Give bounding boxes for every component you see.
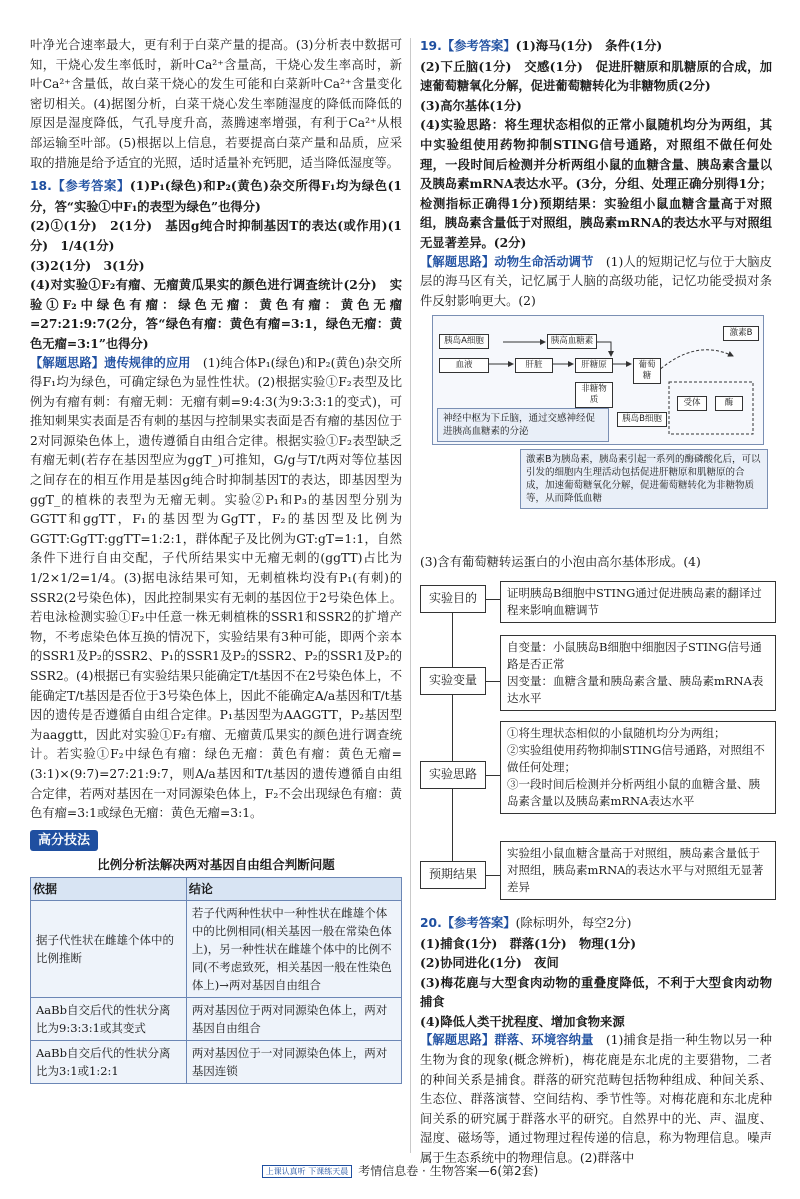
- tip-title: 比例分析法解决两对基因自由组合判断问题: [97, 857, 335, 873]
- left-column: [30, 36, 402, 1084]
- q19-analysis-topic: 动物生命活动调节: [494, 254, 594, 269]
- tip-basis: 据子代性状在雌雄个体中的比例推断: [31, 900, 187, 997]
- flow-link: [486, 681, 500, 682]
- liver-box: 肝脏: [515, 358, 553, 373]
- q20-analysis-text: (1)捕食是指一种生物以另一种生物为食的现象(概念辨析)，梅花鹿是东北虎的主要猎物，二者的种间关系是捕食。群落的研究范畴包括物种组成、种间关系、生态位、群落演替、空间结构、季节性等。对梅花鹿和东北虎种间关系的研究属于群落水平的研究。自然界中的光、声、温度、湿度、磁场等，通过物理过程传递的信息，称为物理信息。噪声属于生态系统中的物理信息。(2)群落中: [420, 1033, 772, 1166]
- q20-note: (除标明外，每空2分): [515, 915, 632, 930]
- flow-idea-label: 实验思路: [420, 761, 486, 789]
- flow-variable-label: 实验变量: [420, 667, 486, 695]
- flow-variable-text: 自变量：小鼠胰岛B细胞中细胞因子STING信号通路是否正常 因变量：血糖含量和胰岛素含量、胰岛素mRNA表达水平: [500, 635, 776, 711]
- tip-basis: AaBb自交后代的性状分离比为3:1或1:2:1: [31, 1040, 187, 1083]
- glucagon-box: 胰高血糖素: [547, 334, 597, 349]
- q18-answer-2: (2)①(1分) 2(1分) 基因g纯合时抑制基因T的表达(或作用)(1分) 1/4(1分): [30, 218, 402, 253]
- q18-analysis-text: (1)纯合体P₁(绿色)和P₂(黄色)杂交所得F₁均为绿色，可确定绿色为显性性状。(2)根据实验①F₂表型及比例为有瘤有刺：有瘤无刺：无瘤有刺=9:4:3(为9:3:3:1的变式)，可推知刺果实表面是否有刺的基因与控制果实表面是否有瘤的基因位于2对同源染色体上，遗传遵循自由组合定律。根据实验①F₂表型缺乏有瘤无刺(若存在基因型应为ggT_)可推知，G/g与T/t两对等位基因之间存在的相互作用是基因g纯合时抑制基因T的表达，即基因型为ggT_的植株的表型为无瘤无刺。实验②P₁和P₃的基因型分别为GGTT和ggTT，F₁的基因型为GgTT，F₂的基因型及比例为GGTT:GgTT:ggTT=1:2:1，群体配子及比例为GT:gT=1:1，自然条件下进行自由交配，子代所结果实中无瘤无刺的(ggTT)占比为1/2×1/2=1/4。(3)据电泳结果可知，无刺植株均没有P₁(有刺)的SSR2(2号染色体)，因此控制果实有无刺的基因位于2号染色体上。若电泳检测实验①F₂中任意一株无刺植株的SSR1和SSR2的扩增产物，不考虑染色体互换的情况下，实验结果有3种可能，即两个亲本的SSR1及P₂的SSR2、P₁的SSR1及P₂的SSR2、P₂的SSR1及P₂的SSR2。(4)根据已有实验结果只能确定T/t基因不在2号染色体上，不能确定T/t基因是否位于3号染色体上，因此不能确定A/a基因和T/t基因的遗传是否遵循自由组合定律。P₁基因型为AAGGTT，P₂基因型为aaggtt，因此对实验①F₂有瘤、无瘤黄瓜果实的颜色进行调查统计。若实验①F₂中绿色有瘤：绿色无瘤：黄色有瘤：黄色无瘤=(3:1)×(9:7)=27:21:9:7，则A/a基因和T/t基因的遗传遵循自由组合定律，若两对基因在一对同源染色体上，F₂不会出现绿色有瘤：黄色有瘤=3:1或绿色无瘤：黄色无瘤=3:1。: [30, 355, 402, 821]
- q20-answer-2: (2)协同进化(1分) 夜间: [420, 955, 559, 971]
- flow-purpose-label: 实验目的: [420, 585, 486, 613]
- q19-analysis-text: (1)人的短期记忆与位于大脑皮层的海马区有关，记忆属于人脑的高级功能，记忆功能受损对条件反射影响更大。(2): [420, 254, 772, 308]
- kinase-box: 激素B: [723, 326, 759, 341]
- flow-purpose-text: 证明胰岛B细胞中STING通过促进胰岛素的翻译过程来影响血糖调节: [500, 581, 776, 623]
- q19-number: 19.: [420, 39, 442, 53]
- q20-number: 20.: [420, 915, 442, 930]
- tip-col-conclusion: 结论: [186, 877, 401, 900]
- tip-col-basis: 依据: [31, 877, 187, 900]
- receptor-box: 受体: [677, 396, 707, 411]
- glycogen-box: 肝糖原: [575, 358, 613, 373]
- right-column: [420, 36, 772, 1169]
- tip-header: 高分技法: [30, 830, 98, 852]
- blood-glucose-diagram: [420, 315, 772, 551]
- tip-conclusion: 两对基因位于一对同源染色体上，两对基因连锁: [186, 1040, 401, 1083]
- q20-answer-tag: 【参考答案】: [441, 915, 516, 930]
- q18-answer-tag: 【参考答案】: [51, 179, 130, 194]
- flow-connector: [452, 597, 453, 887]
- q18-answer-1: [30, 176, 402, 216]
- tip-table: [30, 877, 402, 1084]
- footer-text: 考情信息卷 · 生物答案—6(第2套): [358, 1164, 539, 1178]
- vein-box: 血液: [439, 358, 489, 373]
- q19-answer-4: (4)实验思路：将生理状态相似的正常小鼠随机均分为两组，其中实验组使用药物抑制STING信号通路，对照组不做任何处理，一段时间后检测并分析两组小鼠的血糖含量、胰岛素含量以及胰岛素mRNA表达水平。(3分，分组、处理正确分别得1分；检测指标正确得1分)预期结果：实验组小鼠血糖含量高于对照组，胰岛素含量低于对照组，胰岛素mRNA的表达水平与对照组无显著差异。(2分): [420, 117, 772, 250]
- tip-box: [30, 830, 402, 1084]
- q18-analysis: [30, 354, 402, 824]
- cell-a-box: 胰岛A细胞: [439, 334, 489, 349]
- tip-basis: AaBb自交后代的性状分离比为9:3:3:1或其变式: [31, 997, 187, 1040]
- cell-b-box: 胰岛B细胞: [617, 412, 667, 427]
- diagram-note-2: 激素B为胰岛素，胰岛素引起一系列的酶磷酸化后，可以引发的细胞内生理活动包括促进肝糖原和肌糖原的合成，加速葡萄糖氧化分解，促进葡萄糖转化为非糖物质等，从而降低血糖: [520, 449, 768, 509]
- q18-answer-line1: (1)P₁(绿色)和P₂(黄色)杂交所得F₁均为绿色(1分，答“实验①中F₁的表型为绿色”也得分): [30, 178, 402, 214]
- q19-answer-2: (2)下丘脑(1分) 交感(1分) 促进肝糖原和肌糖原的合成，加速葡萄糖氧化分解，促进葡萄糖转化为非糖物质(2分): [420, 58, 772, 94]
- q17-continuation: 叶净光合速率最大，更有利于白菜产量的提高。(3)分析表中数据可知，干烧心发生率低时，新叶Ca²⁺含量高，干烧心发生率高时，新叶Ca²⁺含量低，故白菜干烧心的发生可能和白菜新叶Ca²⁺含量变化密切相关。(4)据图分析，白菜干烧心发生率随湿度的降低而降低的原因是湿度降低，气孔导度升高，蒸腾速率增强，有利于Ca²⁺从根部运输至叶部。(5)根据以上信息，若要提高白菜产量和品质，应采取的措施是给予适宜的光照，适时适量补充钙肥，适当降低湿度等。: [30, 38, 402, 170]
- q19-answer-1: [420, 36, 772, 57]
- page-footer: [0, 1162, 800, 1179]
- tip-conclusion: 两对基因位于两对同源染色体上，两对基因自由组合: [186, 997, 401, 1040]
- q20-answer-4: (4)降低人类干扰程度、增加食物来源: [420, 1013, 625, 1029]
- diagram-panel: [432, 315, 764, 445]
- table-row: [31, 1040, 402, 1083]
- q18-analysis-topic: 遗传规律的应用: [104, 355, 191, 370]
- flow-link: [486, 775, 500, 776]
- q18-analysis-tag: 【解题思路】: [30, 355, 105, 370]
- q20-analysis: [420, 1031, 772, 1168]
- q20-answer-3: (3)梅花鹿与大型食肉动物的重叠度降低，不利于大型食肉动物捕食: [420, 974, 772, 1010]
- flow-link: [486, 599, 500, 600]
- enzyme-box: 酶: [715, 396, 743, 411]
- q20-answer-1: (1)捕食(1分) 群落(1分) 物理(1分): [420, 935, 637, 951]
- q19-answer-tag: 【参考答案】: [441, 39, 516, 53]
- column-divider: [410, 38, 411, 1153]
- flow-link: [486, 875, 500, 876]
- flow-result-label: 预期结果: [420, 861, 486, 889]
- q19-answer-line1: (1)海马(1分) 条件(1分): [515, 38, 663, 53]
- q20-analysis-tag: 【解题思路】: [420, 1033, 495, 1048]
- glucose-box: 葡萄糖: [633, 358, 661, 384]
- change-box: 非糖物质: [575, 382, 613, 408]
- q20-header: [420, 913, 772, 934]
- q19-analysis-2: (3)含有葡萄糖转运蛋白的小泡由高尔基体形成。(4): [420, 555, 701, 570]
- q19-analysis-tag: 【解题思路】: [420, 254, 495, 269]
- experiment-flowchart: [420, 577, 772, 907]
- q19-answer-3: (3)高尔基体(1分): [420, 97, 522, 113]
- q19-analysis: [420, 253, 772, 312]
- publisher-logo: 上课认真听 下课练天晨: [262, 1165, 353, 1178]
- diagram-note-1: 神经中枢为下丘脑，通过交感神经促进胰高血糖素的分泌: [437, 408, 609, 442]
- q18-answer-4: (4)对实验①F₂有瘤、无瘤黄瓜果实的颜色进行调查统计(2分) 实验①F₂中绿色有瘤：绿色无瘤：黄色有瘤：黄色无瘤=27:21:9:7(2分，答“绿色有瘤：黄色有瘤=3:1，绿色无瘤：黄色无瘤=3:1”也得分): [30, 277, 402, 351]
- q20-analysis-topic: 群落、环境容纳量: [494, 1033, 594, 1048]
- flow-result-text: 实验组小鼠血糖含量高于对照组，胰岛素含量低于对照组，胰岛素mRNA的表达水平与对照组无显著差异: [500, 841, 776, 900]
- q18-number: 18.: [30, 179, 52, 194]
- tip-conclusion: 若子代两种性状中一种性状在雌雄个体中的比例相同(相关基因一般在常染色体上)，另一种性状在雌雄个体中的比例不同(不考虑致死，相关基因一般在性染色体上)→两对基因自由组合: [186, 900, 401, 997]
- table-row: [31, 997, 402, 1040]
- table-row: [31, 900, 402, 997]
- q18-answer-3: (3)2(1分) 3(1分): [30, 257, 145, 273]
- flow-idea-text: ①将生理状态相似的小鼠随机均分为两组； ②实验组使用药物抑制STING信号通路，对照组不做任何处理； ③一段时间后检测并分析两组小鼠的血糖含量、胰岛素含量以及胰岛素mRNA表达水平: [500, 721, 776, 814]
